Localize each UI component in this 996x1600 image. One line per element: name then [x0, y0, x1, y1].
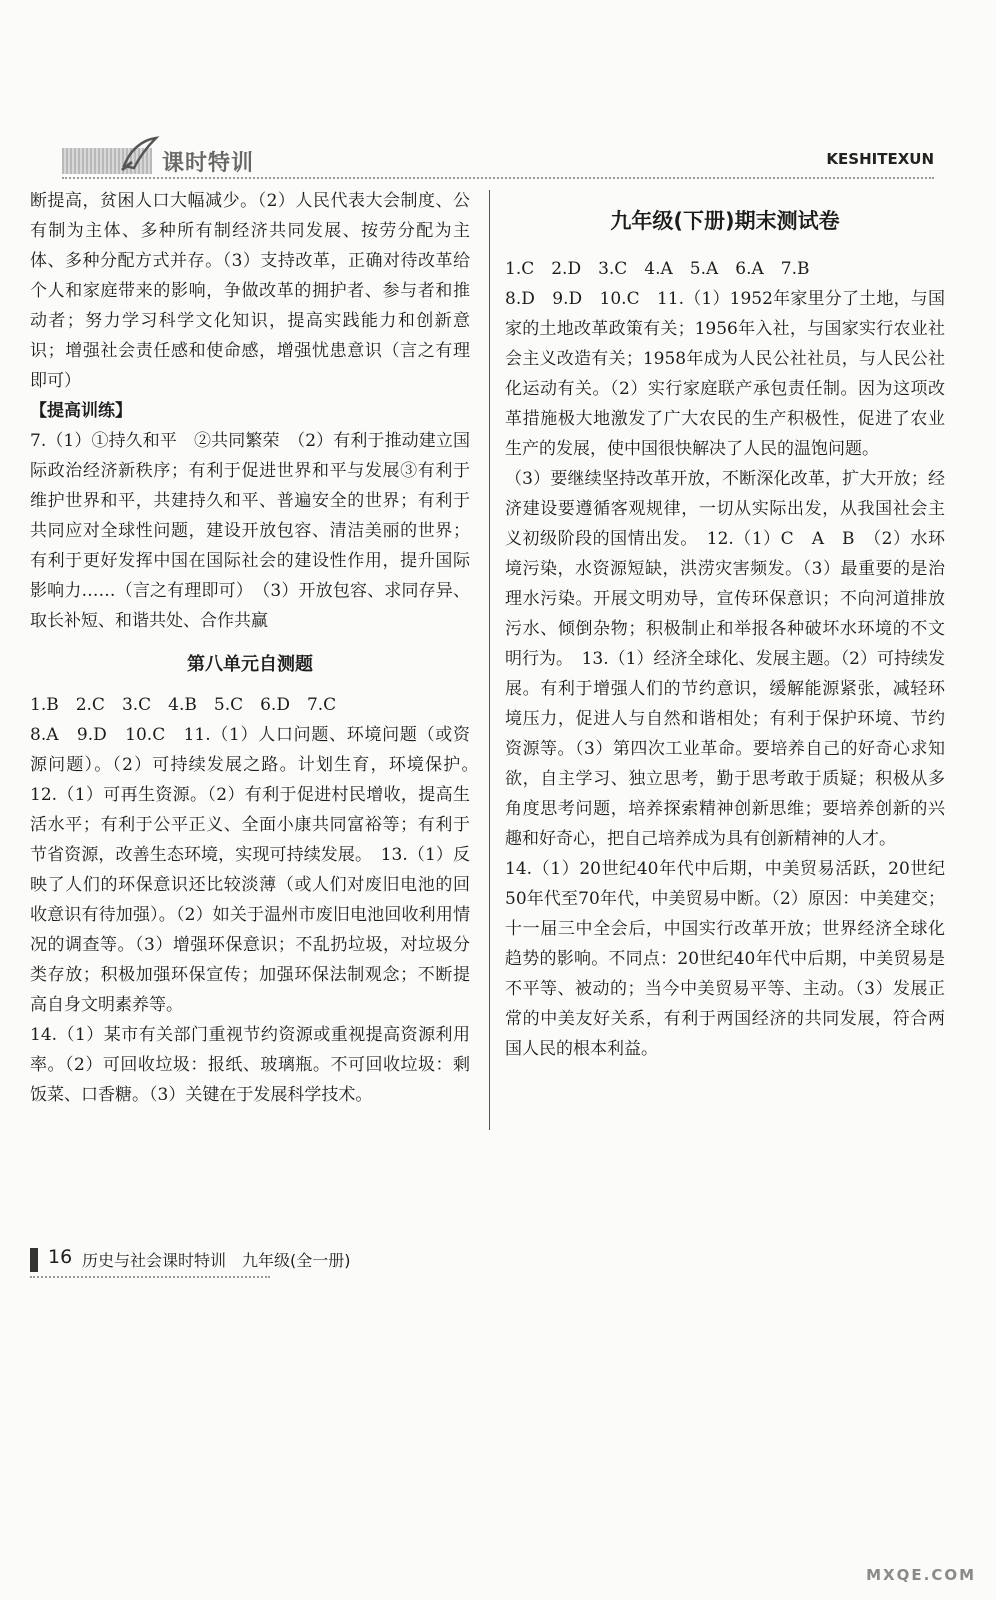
right-answers-3: （3）要继续坚持改革开放，不断深化改革，扩大开放；经济建设要遵循客观规律，一切从实际出发，从我国社会主义初级阶段的国情出发。 12.（1）C A B （2）水环境污染，水资源短缺，洪涝灾害频发。（3）最重要的是治理水污染。开展文明劝导，宣传环保意识；不向河道排放污水、倾倒杂物；积极制止和举报各种破坏水环境的不文明行为。 13.（1）经济全球化、发展主题。（2）可持续发展。有利于增强人们的节约意识，缓解能源紧张，减轻环境压力，促进人与自然和谐相处；有利于保护环境、节约资源等。（3）第四次工业革命。要培养自己的好奇心求知欲，自主学习、独立思考，勤于思考敢于质疑；积极从多角度思考问题，培养探索精神创新思维；要培养创新的兴趣和好奇心，把自己培养成为具有创新精神的人才。 [505, 469, 945, 849]
question-7: 7.（1）①持久和平 ②共同繁荣 （2）有利于推动建立国际政治经济新秩序；有利于促进世界和平与发展③有利于维护世界和平，共建持久和平、普遍安全的世界；有利于共同应对全球性问题，建设开放包容、清洁美丽的世界；有利于更好发挥中国在国际社会的建设性作用，提升国际影响力……（言之有理即可） （3）开放包容、求同存异、取长补短、和谐共处、合作共赢 [30, 431, 470, 631]
right-answers-2: 8.D 9.D 10.C 11.（1）1952年家里分了土地，与国家的土地改革政策有关；1956年入社，与国家实行农业社会主义改造有关；1958年成为人民公社社员，与人民公社化运动有关。（2）实行家庭联产承包责任制。因为这项改革措施极大地激发了广大农民的生产积极性，促进了农业生产的发展，使中国很快解决了人民的温饱问题。 [505, 289, 945, 459]
right-answers-1: 1.C 2.D 3.C 4.A 5.A 6.A 7.B [505, 259, 810, 279]
left-answers-1: 1.B 2.C 3.C 4.B 5.C 6.D 7.C [30, 695, 337, 715]
watermark-text: MXQE.COM [866, 1566, 976, 1584]
column-divider [489, 190, 490, 1130]
page-footer [30, 1244, 630, 1284]
page-header [0, 0, 996, 190]
left-answers-2: 8.A 9.D 10.C 11.（1）人口问题、环境问题（或资源问题）。（2）可持续发展之路。计划生育，环境保护。 12.（1）可再生资源。（2）有利于促进村民增收，提高生活水平；有利于公平正义、全面小康共同富裕等；有利于节省资源，改善生态环境，实现可持续发展。 13.（1）反映了人们的环保意识还比较淡薄（或人们对废旧电池的回收意识有待加强）。（2）如关于温州市废旧电池回收利用情况的调查等。（3）增强环保意识；不乱扔垃圾，对垃圾分类存放；积极加强环保宣传；加强环保法制观念；不断提高自身文明素养等。 [30, 725, 487, 1015]
book-title: 历史与社会课时特训 九年级(全一册) [82, 1251, 351, 1270]
left-column [30, 186, 487, 1110]
left-intro: 断提高，贫困人口大幅减少。（2）人民代表大会制度、公有制为主体、多种所有制经济共同发展、按劳分配为主体、多种分配方式并存。（3）支持改革，正确对待改革给个人和家庭带来的影响，争做改革的拥护者、参与者和推动者；努力学习科学文化知识，提高实践能力和创新意识；增强社会责任感和使命感，增强忧患意识（言之有理即可） [30, 191, 470, 391]
left-answers-3: 14.（1）某市有关部门重视节约资源或重视提高资源利用率。（2）可回收垃圾：报纸、玻璃瓶。不可回收垃圾：剩饭菜、口香糖。（3）关键在于发展科学技术。 [30, 1025, 470, 1105]
page-number: 16 [48, 1246, 73, 1268]
unit-8-heading: 第八单元自测题 [187, 654, 313, 675]
header-rule [62, 177, 934, 179]
footer-bar [30, 1248, 38, 1272]
header-brand: KESHITEXUN [826, 150, 934, 168]
header-title: 课时特训 [162, 151, 255, 176]
final-exam-heading: 九年级(下册)期末测试卷 [610, 209, 840, 233]
pen-logo-icon [118, 132, 162, 176]
right-answers-4: 14.（1）20世纪40年代中后期，中美贸易活跃，20世纪50年代至70年代，中美贸易中断。（2）原因：中美建交；十一届三中全会后，中国实行改革开放；世界经济全球化趋势的影响。不同点：20世纪40年代中后期，中美贸易是不平等、被动的；当今中美贸易平等、主动。（3）发展正常的中美友好关系，有利于两国经济的共同发展，符合两国人民的根本利益。 [505, 859, 945, 1059]
section-label: 【提高训练】 [30, 401, 132, 421]
right-column [505, 186, 945, 1064]
footer-rule [30, 1276, 270, 1278]
